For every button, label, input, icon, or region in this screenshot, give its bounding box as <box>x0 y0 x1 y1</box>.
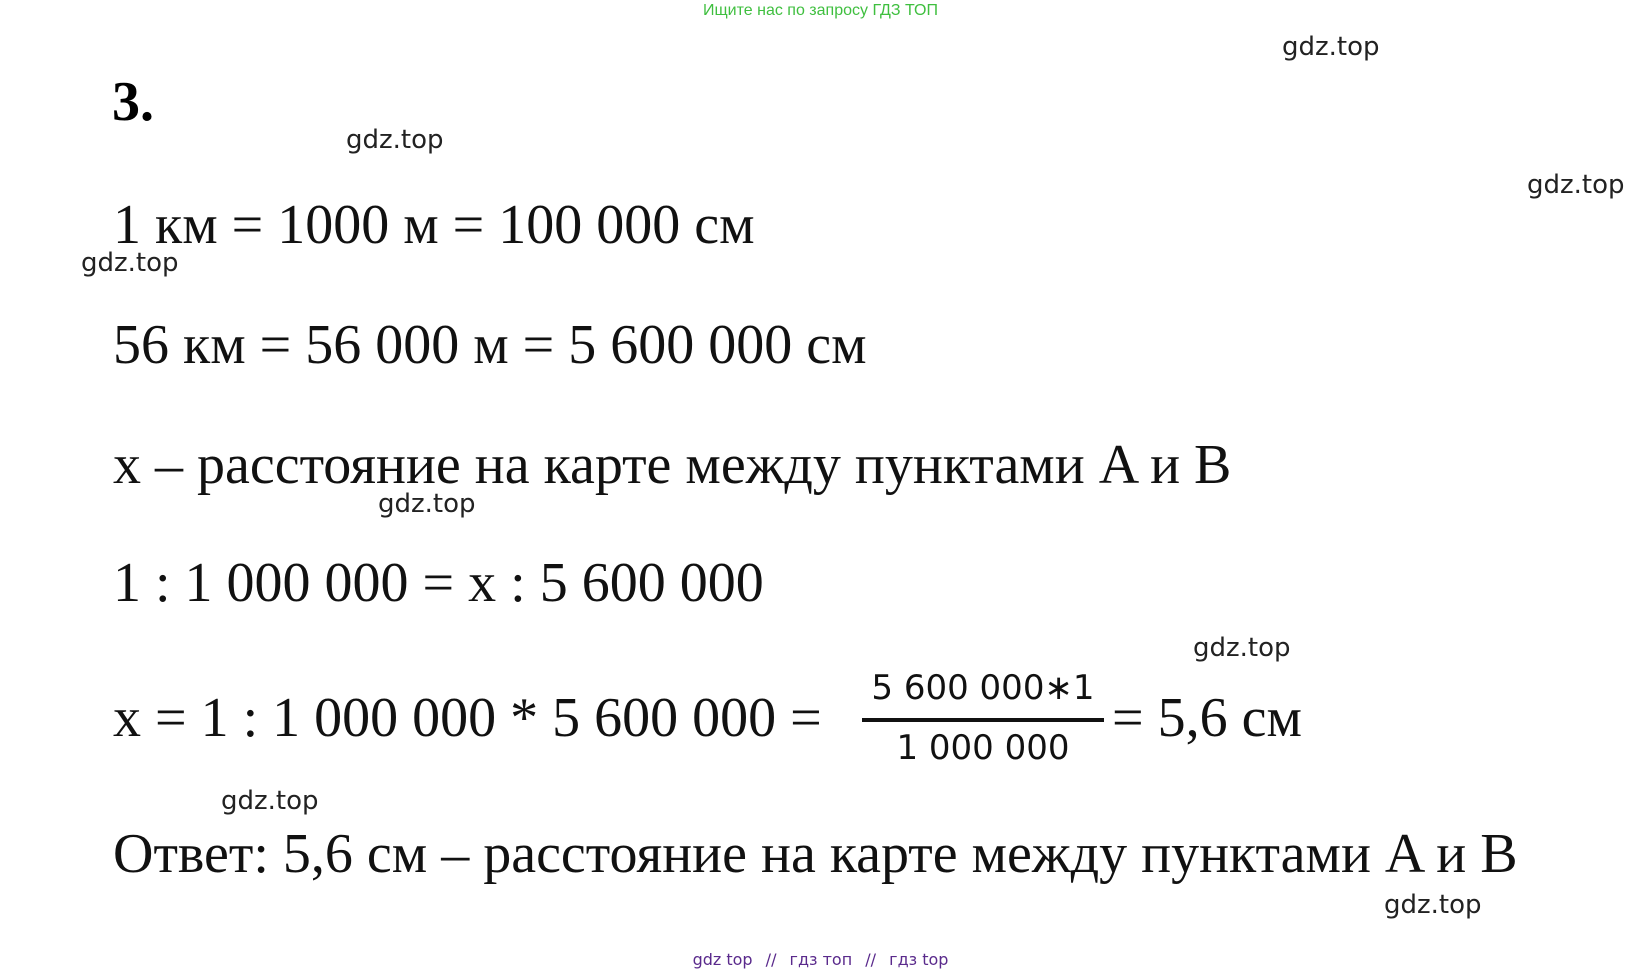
watermark: gdz.top <box>1384 890 1482 920</box>
watermark: gdz.top <box>221 786 319 816</box>
search-hint-banner: Ищите нас по запросу ГДЗ ТОП <box>703 2 938 19</box>
watermark: gdz.top <box>346 125 444 155</box>
solution-line-1: 1 км = 1000 м = 100 000 см <box>113 194 755 256</box>
watermark: gdz.top <box>1193 633 1291 663</box>
footer-link-gdz-top-cyrillic[interactable]: гдз топ <box>789 950 853 969</box>
fraction-bar <box>862 718 1104 722</box>
footer-separator: // <box>765 950 777 969</box>
task-number: 3. <box>112 71 154 133</box>
footer-link-gdz-top[interactable]: gdz top <box>692 950 753 969</box>
answer-line: Ответ: 5,6 см – расстояние на карте между пунктами A и B <box>113 823 1518 885</box>
fraction <box>862 668 1104 768</box>
solution-line-5-left: x = 1 : 1 000 000 * 5 600 000 = <box>113 687 822 749</box>
footer-link-gdz-top-mixed[interactable]: гдз top <box>889 950 949 969</box>
watermark: gdz.top <box>378 489 476 519</box>
footer-links <box>0 950 1641 969</box>
solution-line-5-right: = 5,6 см <box>1112 687 1302 749</box>
fraction-denominator: 1 000 000 <box>896 728 1070 768</box>
solution-line-4: 1 : 1 000 000 = x : 5 600 000 <box>113 552 764 614</box>
watermark: gdz.top <box>1527 170 1625 200</box>
fraction-numerator: 5 600 000∗1 <box>871 668 1095 708</box>
solution-line-3: x – расстояние на карте между пунктами A и B <box>113 434 1232 496</box>
watermark: gdz.top <box>1282 32 1380 62</box>
solution-line-2: 56 км = 56 000 м = 5 600 000 см <box>113 314 867 376</box>
footer-separator: // <box>865 950 877 969</box>
watermark: gdz.top <box>81 248 179 278</box>
